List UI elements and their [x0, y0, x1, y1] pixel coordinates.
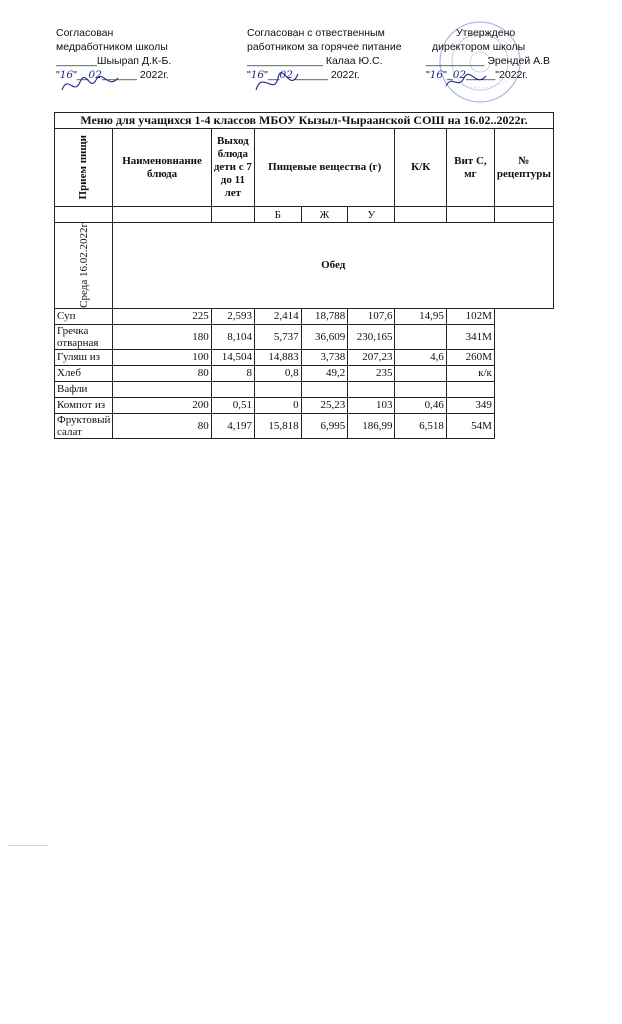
- approval-signer: Эрендей А.В: [487, 55, 551, 67]
- cell-recipe: к/к: [446, 365, 494, 381]
- signature-food-service-icon: [252, 68, 302, 98]
- approval-line: Согласован с отвественным: [247, 27, 385, 39]
- approval-date-day: 16: [250, 69, 265, 81]
- approval-line: директором школы: [432, 41, 526, 53]
- cell-kcal: 103: [348, 397, 395, 413]
- cell-u: 25,23: [301, 397, 348, 413]
- cell-kcal: 107,6: [348, 308, 395, 324]
- subheader-carbs: У: [348, 207, 395, 223]
- cell-recipe: 349: [446, 397, 494, 413]
- cell-name: Гуляш из: [55, 349, 113, 365]
- table-row: [55, 381, 554, 397]
- cell-output: 80: [113, 365, 211, 381]
- cell-u: 18,788: [301, 308, 348, 324]
- cell-vitc: 4,6: [395, 349, 446, 365]
- cell-zh: [254, 381, 301, 397]
- header-nutrients: Пищевые вещества (г): [254, 129, 395, 207]
- cell-output: 100: [113, 349, 211, 365]
- cell-kcal: [348, 381, 395, 397]
- cell-b: 8,104: [211, 324, 254, 349]
- menu-table: [54, 112, 554, 439]
- cell-output: 80: [113, 413, 211, 438]
- cell-u: 3,738: [301, 349, 348, 365]
- approval-line: Согласован: [56, 27, 114, 39]
- day-label-cell: [55, 223, 113, 309]
- approval-year: 2022г.: [139, 69, 169, 81]
- cell-name: Компот из: [55, 397, 113, 413]
- cell-vitc: 6,518: [395, 413, 446, 438]
- cell-name: Хлеб: [55, 365, 113, 381]
- approval-date-month: 02: [279, 69, 293, 81]
- cell-vitc: 0,46: [395, 397, 446, 413]
- cell-vitc: [395, 324, 446, 349]
- header-dish: Наименовнание блюда: [113, 129, 211, 207]
- cell-u: 36,609: [301, 324, 348, 349]
- cell-recipe: 260М: [446, 349, 494, 365]
- approval-director: Утверждено директором школы __________ Эрендей А.В "16"_02_____"2022г.: [426, 27, 551, 81]
- approval-date-month: 02: [452, 69, 467, 81]
- header-meal: Прием пищи: [55, 129, 113, 207]
- cell-zh: 15,818: [254, 413, 301, 438]
- cell-name: Вафли: [55, 381, 113, 397]
- table-row: [55, 413, 554, 438]
- header-kcal: К/К: [395, 129, 446, 207]
- cell-kcal: 230,165: [348, 324, 395, 349]
- subheader-proteins: Б: [254, 207, 301, 223]
- cell-b: [211, 381, 254, 397]
- approval-date-day: 16: [59, 69, 74, 81]
- cell-output: 200: [113, 397, 211, 413]
- header-vitc: Вит С, мг: [446, 129, 494, 207]
- cell-u: [301, 381, 348, 397]
- cell-kcal: 207,23: [348, 349, 395, 365]
- approval-medical: Согласован медработником школы _______Шыырап Д.К-Б. "16"__02______ 2022г.: [56, 27, 172, 81]
- table-row: [55, 397, 554, 413]
- menu-title: Меню для учащихся 1-4 классов МБОУ Кызыл-Чыраанской СОШ на 16.02..2022г.: [55, 113, 554, 129]
- cell-b: 14,504: [211, 349, 254, 365]
- table-row: [55, 365, 554, 381]
- cell-output: 225: [113, 308, 211, 324]
- signature-director-icon: [444, 70, 488, 94]
- cell-zh: 2,414: [254, 308, 301, 324]
- cell-recipe: 341М: [446, 324, 494, 349]
- cell-recipe: 54М: [446, 413, 494, 438]
- table-row: [55, 349, 554, 365]
- table-row: [55, 324, 554, 349]
- cell-zh: 5,737: [254, 324, 301, 349]
- day-label: Среда 16.02.2022г: [77, 223, 90, 308]
- cell-b: 8: [211, 365, 254, 381]
- cell-output: [113, 381, 211, 397]
- cell-kcal: 235: [348, 365, 395, 381]
- approval-year: 2022г.: [330, 69, 360, 81]
- cell-b: 2,593: [211, 308, 254, 324]
- cell-u: 6,995: [301, 413, 348, 438]
- approval-line: Утверждено: [456, 27, 516, 39]
- cell-name: Гречка отварная: [55, 324, 113, 349]
- scan-mark: [8, 845, 48, 846]
- cell-kcal: 186,99: [348, 413, 395, 438]
- signature-medical-icon: [60, 70, 120, 98]
- approval-signer: Шыырап Д.К-Б.: [96, 55, 172, 67]
- approval-line: работником за горячее питание: [247, 41, 402, 53]
- cell-name: Суп: [55, 308, 113, 324]
- approval-date-day: 16: [429, 69, 444, 81]
- cell-recipe: [446, 381, 494, 397]
- header-recipe: № рецептуры: [494, 129, 553, 207]
- cell-name: Фруктовый салат: [55, 413, 113, 438]
- cell-vitc: [395, 381, 446, 397]
- approval-signer: Калаа Ю.С.: [325, 55, 383, 67]
- approval-line: медработником школы: [56, 41, 168, 53]
- cell-vitc: [395, 365, 446, 381]
- approval-food-service: Согласован с отвественным работником за горячее питание _____________ Калаа Ю.С. "16"__02______ 2022г.: [247, 27, 402, 81]
- subheader-fats: Ж: [301, 207, 348, 223]
- section-lunch: Обед: [113, 223, 554, 309]
- cell-zh: 0: [254, 397, 301, 413]
- table-row: [55, 308, 554, 324]
- cell-zh: 14,883: [254, 349, 301, 365]
- cell-output: 180: [113, 324, 211, 349]
- cell-b: 4,197: [211, 413, 254, 438]
- approval-year: 2022г.: [499, 69, 528, 81]
- cell-zh: 0,8: [254, 365, 301, 381]
- cell-u: 49,2: [301, 365, 348, 381]
- approval-date-month: 02: [88, 69, 102, 81]
- header-output: Выход блюда дети с 7 до 11 лет: [211, 129, 254, 207]
- cell-vitc: 14,95: [395, 308, 446, 324]
- cell-recipe: 102М: [446, 308, 494, 324]
- cell-b: 0,51: [211, 397, 254, 413]
